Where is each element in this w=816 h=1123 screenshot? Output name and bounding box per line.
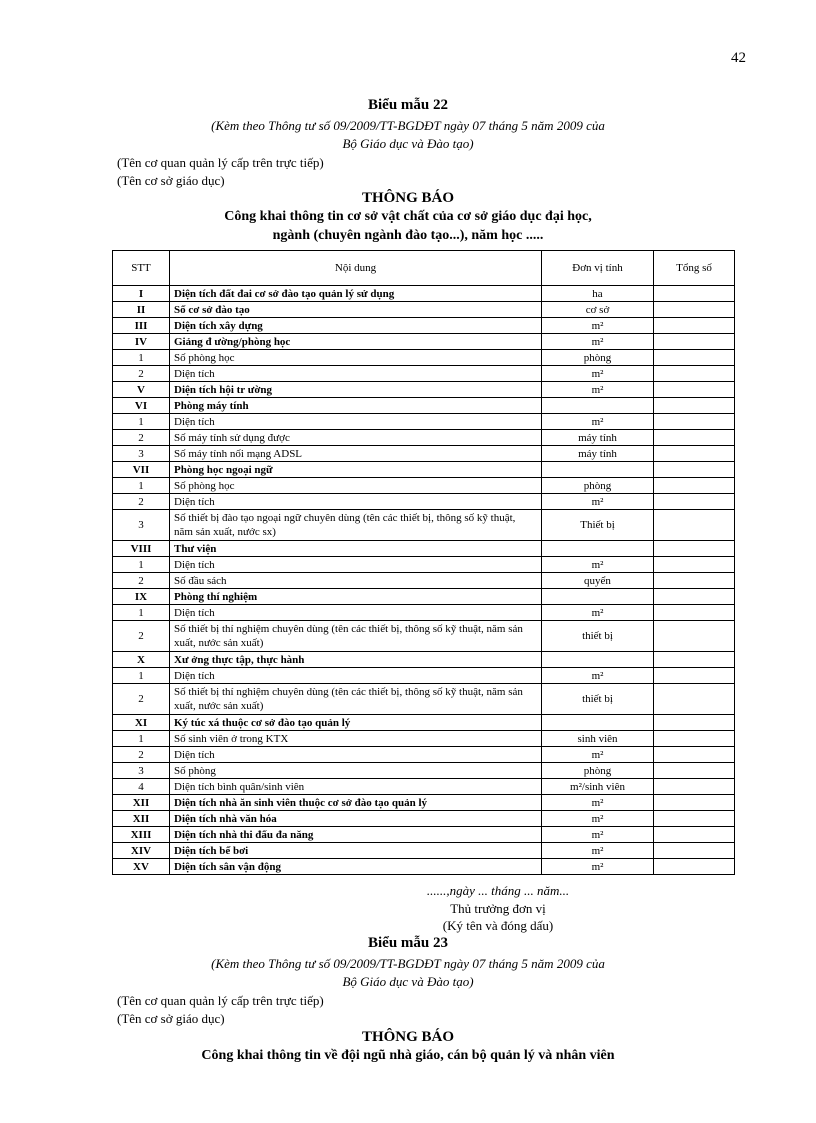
table-row bbox=[113, 510, 735, 541]
table-row bbox=[113, 795, 735, 811]
cell-content: Diện tích bbox=[170, 414, 542, 430]
cell-unit: phòng bbox=[542, 478, 654, 494]
header-total: Tổng số bbox=[654, 251, 735, 286]
cell-content: Diện tích bbox=[170, 605, 542, 621]
cell-stt: 2 bbox=[113, 684, 170, 715]
cell-unit: m² bbox=[542, 668, 654, 684]
cell-content: Số sinh viên ở trong KTX bbox=[170, 731, 542, 747]
cell-content: Diện tích nhà thi đấu đa năng bbox=[170, 827, 542, 843]
form22-reference-line2: Bộ Giáo dục và Đào tạo) bbox=[342, 136, 474, 151]
table-row bbox=[113, 334, 735, 350]
cell-unit: sinh viên bbox=[542, 731, 654, 747]
table-row bbox=[113, 318, 735, 334]
cell-unit bbox=[542, 589, 654, 605]
form23-title: Biểu mẫu 23 bbox=[367, 935, 448, 951]
table-row bbox=[113, 302, 735, 318]
cell-content: Số đầu sách bbox=[170, 573, 542, 589]
form23-notice-heading: THÔNG BÁO bbox=[361, 1029, 455, 1045]
cell-content: Diện tích bbox=[170, 557, 542, 573]
cell-stt: II bbox=[113, 302, 170, 318]
page-number: 42 bbox=[731, 50, 746, 66]
form23-agency-line: (Tên cơ quan quản lý cấp trên trực tiếp) bbox=[117, 993, 324, 1008]
cell-unit: quyển bbox=[542, 573, 654, 589]
cell-stt: VIII bbox=[113, 541, 170, 557]
cell-content: Số máy tính nối mạng ADSL bbox=[170, 446, 542, 462]
cell-total bbox=[654, 462, 735, 478]
form22-notice-heading: THÔNG BÁO bbox=[361, 190, 455, 206]
cell-unit: phòng bbox=[542, 763, 654, 779]
cell-total bbox=[654, 621, 735, 652]
cell-unit: m² bbox=[542, 318, 654, 334]
table-row bbox=[113, 747, 735, 763]
cell-content: Diện tích bbox=[170, 494, 542, 510]
cell-total bbox=[654, 286, 735, 302]
table-row bbox=[113, 414, 735, 430]
cell-unit: máy tính bbox=[542, 430, 654, 446]
cell-content: Phòng máy tính bbox=[170, 398, 542, 414]
cell-stt: VII bbox=[113, 462, 170, 478]
cell-content: Xư ởng thực tập, thực hành bbox=[170, 652, 542, 668]
cell-stt: XV bbox=[113, 859, 170, 875]
cell-total bbox=[654, 827, 735, 843]
cell-stt: XIII bbox=[113, 827, 170, 843]
cell-unit bbox=[542, 541, 654, 557]
cell-total bbox=[654, 731, 735, 747]
cell-stt: 3 bbox=[113, 763, 170, 779]
cell-stt: 1 bbox=[113, 668, 170, 684]
cell-content: Số thiết bị thí nghiệm chuyên dùng (tên các thiết bị, thông số kỹ thuật, năm sản xuất, nước sản xuất) bbox=[170, 684, 542, 715]
header-stt: STT bbox=[113, 251, 170, 286]
header-content: Nội dung bbox=[170, 251, 542, 286]
cell-unit: máy tính bbox=[542, 446, 654, 462]
table-row bbox=[113, 779, 735, 795]
cell-stt: 4 bbox=[113, 779, 170, 795]
table-row bbox=[113, 430, 735, 446]
cell-total bbox=[654, 557, 735, 573]
cell-total bbox=[654, 494, 735, 510]
cell-total bbox=[654, 747, 735, 763]
table-row bbox=[113, 731, 735, 747]
cell-unit bbox=[542, 715, 654, 731]
cell-stt: 1 bbox=[113, 557, 170, 573]
cell-total bbox=[654, 414, 735, 430]
cell-unit: cơ sở bbox=[542, 302, 654, 318]
table-row bbox=[113, 652, 735, 668]
table-row bbox=[113, 843, 735, 859]
cell-total bbox=[654, 795, 735, 811]
table-row bbox=[113, 382, 735, 398]
cell-unit: m²/sinh viên bbox=[542, 779, 654, 795]
table-row bbox=[113, 621, 735, 652]
cell-total bbox=[654, 350, 735, 366]
cell-unit: phòng bbox=[542, 350, 654, 366]
cell-content: Diện tích bình quân/sinh viên bbox=[170, 779, 542, 795]
cell-unit: ha bbox=[542, 286, 654, 302]
form22-subtitle-line2: ngành (chuyên ngành đào tạo...), năm học ..... bbox=[272, 228, 544, 243]
sign-and-seal-line: (Ký tên và đóng dấu) bbox=[442, 918, 554, 933]
cell-stt: 3 bbox=[113, 446, 170, 462]
cell-total bbox=[654, 668, 735, 684]
table-row bbox=[113, 541, 735, 557]
table-row bbox=[113, 573, 735, 589]
cell-content: Diện tích xây dựng bbox=[170, 318, 542, 334]
cell-stt: 1 bbox=[113, 414, 170, 430]
cell-stt: XI bbox=[113, 715, 170, 731]
form23-facility-line: (Tên cơ sở giáo dục) bbox=[117, 1011, 225, 1026]
head-of-unit-line: Thủ trưởng đơn vị bbox=[450, 901, 546, 916]
form22-agency-line: (Tên cơ quan quản lý cấp trên trực tiếp) bbox=[117, 155, 324, 170]
cell-total bbox=[654, 589, 735, 605]
form22-subtitle-line1: Công khai thông tin cơ sở vật chất của cơ sở giáo dục đại học, bbox=[224, 209, 592, 224]
cell-content: Thư viện bbox=[170, 541, 542, 557]
cell-stt: IX bbox=[113, 589, 170, 605]
cell-unit bbox=[542, 462, 654, 478]
table-row bbox=[113, 668, 735, 684]
cell-stt: V bbox=[113, 382, 170, 398]
cell-content: Diện tích bbox=[170, 668, 542, 684]
cell-total bbox=[654, 446, 735, 462]
cell-unit: m² bbox=[542, 811, 654, 827]
cell-stt: 2 bbox=[113, 366, 170, 382]
table-row bbox=[113, 398, 735, 414]
cell-stt: 2 bbox=[113, 494, 170, 510]
cell-content: Số phòng học bbox=[170, 478, 542, 494]
header-unit: Đơn vị tính bbox=[542, 251, 654, 286]
cell-stt: 2 bbox=[113, 573, 170, 589]
cell-stt: 1 bbox=[113, 478, 170, 494]
table-row bbox=[113, 605, 735, 621]
table-row bbox=[113, 763, 735, 779]
cell-content: Phòng thí nghiệm bbox=[170, 589, 542, 605]
table-row bbox=[113, 494, 735, 510]
cell-content: Diện tích nhà văn hóa bbox=[170, 811, 542, 827]
cell-content: Ký túc xá thuộc cơ sở đào tạo quản lý bbox=[170, 715, 542, 731]
cell-unit: m² bbox=[542, 494, 654, 510]
form22-facility-line: (Tên cơ sở giáo dục) bbox=[117, 173, 225, 188]
cell-stt: 1 bbox=[113, 350, 170, 366]
cell-total bbox=[654, 478, 735, 494]
cell-stt: 1 bbox=[113, 605, 170, 621]
form23-subtitle: Công khai thông tin về đội ngũ nhà giáo, cán bộ quản lý và nhân viên bbox=[201, 1048, 615, 1063]
cell-content: Diện tích bbox=[170, 366, 542, 382]
form23-reference-line2: Bộ Giáo dục và Đào tạo) bbox=[342, 974, 474, 989]
cell-stt: X bbox=[113, 652, 170, 668]
cell-unit: m² bbox=[542, 795, 654, 811]
table-row bbox=[113, 366, 735, 382]
form22-reference-line1: (Kèm theo Thông tư số 09/2009/TT-BGDĐT ngày 07 tháng 5 năm 2009 của bbox=[211, 118, 605, 133]
cell-total bbox=[654, 763, 735, 779]
form23-reference-line1: (Kèm theo Thông tư số 09/2009/TT-BGDĐT ngày 07 tháng 5 năm 2009 của bbox=[211, 956, 605, 971]
cell-unit bbox=[542, 652, 654, 668]
date-line: ......,ngày ... tháng ... năm... bbox=[426, 883, 570, 898]
cell-stt: 2 bbox=[113, 430, 170, 446]
cell-stt: VI bbox=[113, 398, 170, 414]
cell-total bbox=[654, 334, 735, 350]
table-row bbox=[113, 557, 735, 573]
cell-total bbox=[654, 430, 735, 446]
cell-unit: thiết bị bbox=[542, 684, 654, 715]
cell-content: Số phòng học bbox=[170, 350, 542, 366]
cell-stt: XIV bbox=[113, 843, 170, 859]
cell-total bbox=[654, 382, 735, 398]
cell-content: Số phòng bbox=[170, 763, 542, 779]
cell-total bbox=[654, 573, 735, 589]
table-header-row bbox=[113, 251, 735, 286]
cell-total bbox=[654, 843, 735, 859]
cell-unit: m² bbox=[542, 557, 654, 573]
cell-stt: I bbox=[113, 286, 170, 302]
cell-stt: IV bbox=[113, 334, 170, 350]
cell-total bbox=[654, 605, 735, 621]
cell-total bbox=[654, 302, 735, 318]
table-row bbox=[113, 446, 735, 462]
cell-content: Diện tích bbox=[170, 747, 542, 763]
cell-content: Phòng học ngoại ngữ bbox=[170, 462, 542, 478]
table-row bbox=[113, 350, 735, 366]
table-row bbox=[113, 684, 735, 715]
cell-total bbox=[654, 684, 735, 715]
cell-unit: m² bbox=[542, 859, 654, 875]
table-row bbox=[113, 286, 735, 302]
cell-stt: XII bbox=[113, 811, 170, 827]
cell-content: Số thiết bị thí nghiệm chuyên dùng (tên các thiết bị, thông số kỹ thuật, năm sản xuất, nước sản xuất) bbox=[170, 621, 542, 652]
cell-content: Số máy tính sử dụng được bbox=[170, 430, 542, 446]
cell-content: Diện tích đất đai cơ sở đào tạo quản lý sử dụng bbox=[170, 286, 542, 302]
table-row bbox=[113, 811, 735, 827]
table-row bbox=[113, 462, 735, 478]
cell-total bbox=[654, 811, 735, 827]
table-row bbox=[113, 478, 735, 494]
cell-content: Số thiết bị đào tạo ngoại ngữ chuyên dùng (tên các thiết bị, thông số kỹ thuật, năm sản xuất, nước sx) bbox=[170, 510, 542, 541]
cell-unit: Thiết bị bbox=[542, 510, 654, 541]
table-row bbox=[113, 827, 735, 843]
cell-total bbox=[654, 652, 735, 668]
cell-total bbox=[654, 318, 735, 334]
cell-content: Diện tích sân vận động bbox=[170, 859, 542, 875]
cell-content: Diện tích bể bơi bbox=[170, 843, 542, 859]
cell-stt: XII bbox=[113, 795, 170, 811]
facilities-table bbox=[112, 250, 735, 875]
cell-unit: m² bbox=[542, 827, 654, 843]
cell-total bbox=[654, 779, 735, 795]
table-row bbox=[113, 715, 735, 731]
cell-stt: 1 bbox=[113, 731, 170, 747]
cell-unit: m² bbox=[542, 605, 654, 621]
cell-total bbox=[654, 859, 735, 875]
cell-content: Giảng đ ường/phòng học bbox=[170, 334, 542, 350]
cell-stt: 2 bbox=[113, 747, 170, 763]
cell-unit: m² bbox=[542, 843, 654, 859]
cell-content: Diện tích nhà ăn sinh viên thuộc cơ sở đào tạo quản lý bbox=[170, 795, 542, 811]
cell-unit: m² bbox=[542, 414, 654, 430]
cell-content: Số cơ sở đào tạo bbox=[170, 302, 542, 318]
cell-unit bbox=[542, 398, 654, 414]
cell-total bbox=[654, 510, 735, 541]
cell-total bbox=[654, 715, 735, 731]
cell-unit: m² bbox=[542, 366, 654, 382]
cell-unit: m² bbox=[542, 747, 654, 763]
cell-stt: 2 bbox=[113, 621, 170, 652]
table-row bbox=[113, 589, 735, 605]
cell-total bbox=[654, 541, 735, 557]
cell-total bbox=[654, 366, 735, 382]
cell-total bbox=[654, 398, 735, 414]
form22-title: Biểu mẫu 22 bbox=[367, 97, 448, 113]
table-row bbox=[113, 859, 735, 875]
cell-unit: thiết bị bbox=[542, 621, 654, 652]
cell-unit: m² bbox=[542, 382, 654, 398]
cell-stt: 3 bbox=[113, 510, 170, 541]
cell-stt: III bbox=[113, 318, 170, 334]
cell-unit: m² bbox=[542, 334, 654, 350]
cell-content: Diện tích hội tr ường bbox=[170, 382, 542, 398]
